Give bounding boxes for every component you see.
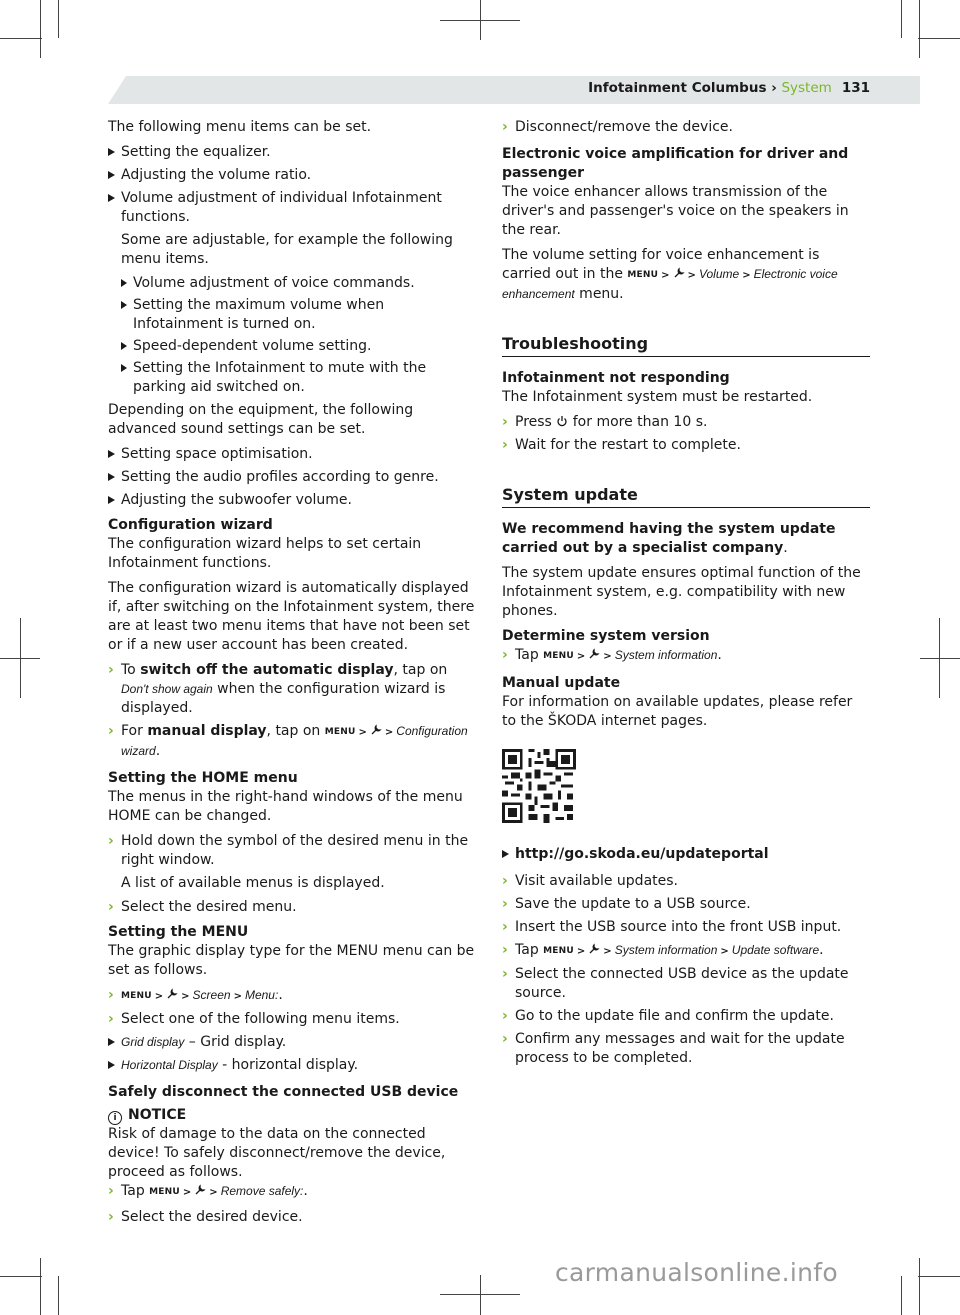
chevron-icon: › [502,942,508,958]
header-section: System [781,80,832,96]
sub-list-item: Volume adjustment of voice commands. [108,274,478,293]
notice-title: i NOTICE [108,1106,478,1125]
list-item: Setting space optimisation. [108,445,478,464]
usb-step: › Disconnect/remove the device. [502,119,733,135]
crop-mark [20,618,21,698]
settings-icon [588,943,600,955]
list-item: Setting the equalizer. [108,143,478,162]
crop-mark [58,1276,59,1315]
home-step: › Select the desired menu. [108,899,297,915]
advanced-intro: Depending on the equipment, the following advanced sound settings can be set. [108,402,414,437]
chevron-icon: › [502,1031,508,1047]
crop-mark [0,1276,42,1277]
list-item: Horizontal Display - horizontal display. [108,1056,478,1075]
crop-mark [920,658,960,659]
manual-desc: For information on available updates, please refer to the ŠKODA internet pages. [502,694,853,729]
crop-mark [918,38,960,39]
menu-title: Setting the MENU [108,924,249,940]
chevron-icon: › [502,896,508,912]
list-item: Adjusting the subwoofer volume. [108,491,478,510]
chevron-icon: › [502,873,508,889]
recommend-text: We recommend having the system update carried out by a specialist company. [502,521,836,556]
update-portal-link[interactable]: http://go.skoda.eu/updateportal [502,845,870,864]
not-responding-desc: The Infotainment system must be restarted. [502,389,813,405]
adjust-note: Some are adjustable, for example the following menu items. [121,232,453,267]
chevron-icon: › [502,647,508,663]
list-item: Volume adjustment of individual Infotainment functions. [108,189,478,227]
home-step: › Hold down the symbol of the desired menu in the right window. [108,833,469,868]
restart-step: › Wait for the restart to complete. [502,437,741,453]
header-title: Infotainment Columbus [588,80,767,96]
menu-icon: MENU [324,727,356,737]
wizard-desc: The configuration wizard helps to set certain Infotainment functions. [108,536,422,571]
settings-icon [370,724,382,736]
chevron-icon: › [108,1011,114,1027]
update-step: › Insert the USB source into the front USB input. [502,919,842,935]
chevron-icon: › [108,833,114,849]
home-title: Setting the HOME menu [108,770,298,786]
determine-title: Determine system version [502,628,710,644]
list-item: Setting the audio profiles according to genre. [108,468,478,487]
not-responding-title: Infotainment not responding [502,370,730,386]
update-step: › Visit available updates. [502,873,678,889]
menu-icon: MENU [149,1187,180,1197]
wizard-step: › For manual display, tap on MENU > > Configuration wizard. [108,723,468,759]
chevron-icon: › [108,987,114,1003]
settings-icon [588,648,600,660]
menu-item-ref: Don't show again [121,682,213,696]
menu-icon: MENU [543,946,574,956]
list-item: Adjusting the volume ratio. [108,166,478,185]
crop-mark [939,618,940,698]
restart-step: › Press for more than 10 s. [502,414,708,430]
notice-text: Risk of damage to the data on the connected device! To safely disconnect/remove the device, proceed as follows. [108,1126,446,1180]
sub-list-item: Setting the maximum volume when Infotainment is turned on. [108,296,478,334]
chevron-icon: › [108,662,114,678]
chevron-icon: › [108,899,114,915]
settings-icon [194,1184,206,1196]
crop-mark [58,0,59,38]
chevron-icon: › [108,723,114,739]
home-note: A list of available menus is displayed. [121,875,385,891]
settings-icon [673,267,685,279]
menu-step: › Select one of the following menu items. [108,1011,400,1027]
menu-desc: The graphic display type for the MENU menu can be set as follows. [108,943,475,978]
usb-step: › Tap MENU > > Remove safely:. [108,1182,478,1202]
menu-step: › MENU > > Screen > Menu:. [108,986,478,1006]
crop-mark [0,38,42,39]
wizard-step: › To switch off the automatic display, tap on Don't show again when the configuration wizard is displayed. [108,662,448,716]
menu-icon: MENU [121,991,152,1001]
chevron-icon: › [502,437,508,453]
crop-mark [40,1258,41,1315]
usb-step: › Select the desired device. [108,1209,303,1225]
qr-code [502,749,576,823]
left-column [108,118,478,1231]
chevron-icon: › [502,919,508,935]
voice-desc: The voice enhancer allows transmission of the driver's and passenger's voice on the speakers in the rear. [502,184,849,238]
crop-mark [40,0,41,58]
menu-icon: MENU [543,651,574,661]
voice-title: Electronic voice amplification for driver and passenger [502,146,849,181]
running-header [588,80,870,96]
crop-mark [918,1276,960,1277]
chevron-icon: › [502,966,508,982]
watermark: carmanualsonline.info [555,1258,838,1287]
menu-icon: MENU [627,270,659,280]
update-step: › Save the update to a USB source. [502,896,751,912]
update-step: › Select the connected USB device as the update source. [502,966,849,1001]
crop-mark [919,0,920,58]
crop-mark [901,1276,902,1315]
determine-step: › Tap MENU > > System information. [502,646,870,666]
info-icon: i [108,1111,122,1125]
sub-list-item: Speed-dependent volume setting. [108,337,478,356]
ensures-text: The system update ensures optimal function of the Infotainment system, e.g. compatibility with new phones. [502,565,861,619]
home-desc: The menus in the right-hand windows of the menu HOME can be changed. [108,789,463,824]
crop-mark [919,1258,920,1315]
settings-icon [166,988,178,1000]
crop-mark [480,0,481,40]
chevron-icon: › [108,1209,114,1225]
right-column [502,118,870,1072]
manual-title: Manual update [502,675,621,691]
usb-title: Safely disconnect the connected USB device [108,1084,459,1100]
troubleshooting-heading: Troubleshooting [502,334,870,357]
chevron-icon: › [502,1008,508,1024]
menu-item-ref: Configuration wizard [121,724,468,758]
wizard-title: Configuration wizard [108,517,273,533]
intro-text: The following menu items can be set. [108,119,372,135]
chevron-icon: › [502,414,508,430]
update-step: › Tap MENU > > System information > Update software. [502,941,870,961]
crop-mark [480,1275,481,1315]
list-item: Grid display – Grid display. [108,1033,478,1052]
power-icon [556,415,568,427]
chevron-icon: › [502,119,508,135]
system-update-heading: System update [502,485,870,508]
crop-mark [901,0,902,38]
update-step: › Confirm any messages and wait for the update process to be completed. [502,1031,845,1066]
update-step: › Go to the update file and confirm the update. [502,1008,834,1024]
wizard-auto: The configuration wizard is automatically displayed if, after switching on the Infotainment system, there are at least two menu items that have not been set or if a new user account has been created. [108,580,475,653]
chevron-icon: › [108,1183,114,1199]
sub-list-item: Setting the Infotainment to mute with the parking aid switched on. [108,359,478,397]
header-sep: › [766,80,782,96]
voice-setting: The volume setting for voice enhancement is carried out in the MENU > > Volume > Electronic voice enhancement menu. [502,247,838,302]
page-number: 131 [841,80,870,96]
